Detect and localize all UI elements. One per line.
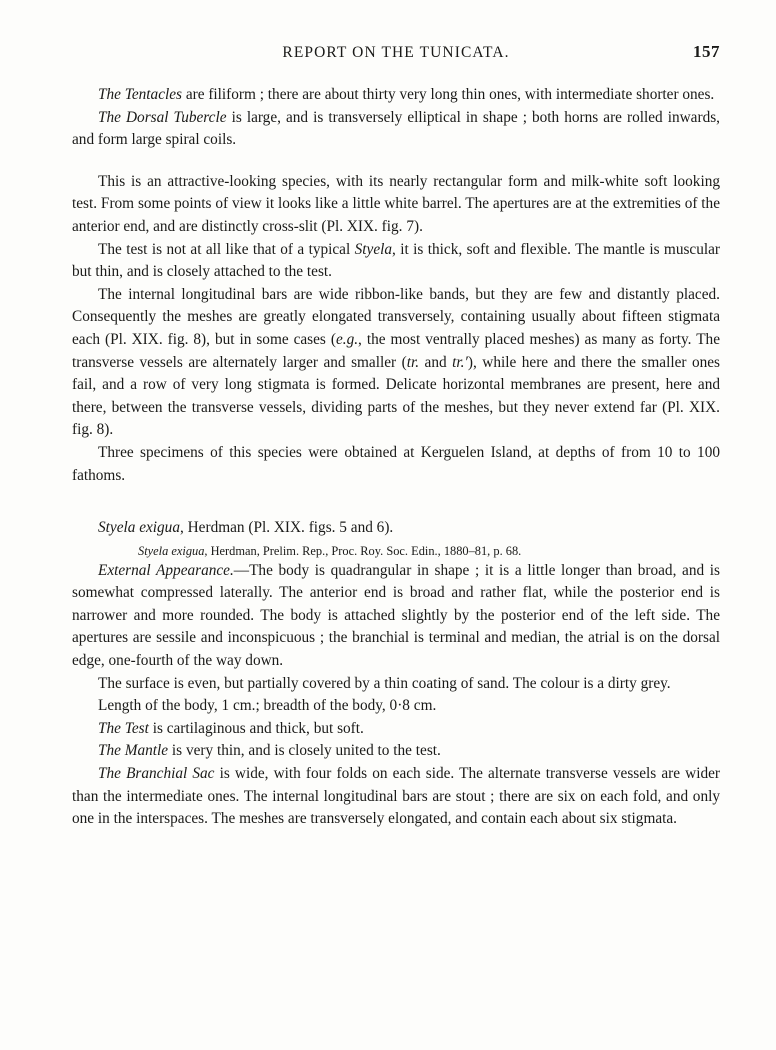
paragraph-tentacles (72, 84, 720, 107)
text-run: The Test (98, 719, 149, 737)
text-run: Three specimens of this species were obtained at Kerguelen Island, at depths of from 10 to 100 fathoms. (72, 443, 720, 484)
paragraph-group-one (72, 84, 720, 487)
text-run: External Appearance. (98, 561, 234, 579)
text-run: —The body is quadrangular in shape ; it is a little longer than broad, and is somewhat compressed laterally. The anterior end is broad and rather flat, while the posterior end is narrower and more rounded. The body is attached slightly by the posterior end of the left side. The apertures are sessile and inconspicuous ; the branchial is terminal and median, the atrial is on the dorsal edge, one-fourth of the way down. (72, 561, 720, 670)
species-heading-rest: , Herdman (Pl. XIX. figs. 5 and 6). (179, 519, 394, 537)
running-title: REPORT ON THE TUNICATA. (282, 44, 510, 61)
species-heading (72, 517, 720, 540)
text-run: The Mantle (98, 742, 169, 760)
paragraph-longitudinal-bars (72, 284, 720, 442)
body-text (72, 84, 720, 831)
text-run: , it is thick, soft and flexible. The mantle is muscular but thin, and is closely attached to the test. (72, 240, 721, 281)
species-reference (72, 543, 720, 560)
text-run: is very thin, and is closely united to the test. (168, 742, 441, 760)
species-reference-name: Styela exigua (138, 543, 205, 558)
paragraph-branchial-sac (72, 763, 720, 831)
species-reference-rest: , Herdman, Prelim. Rep., Proc. Roy. Soc. Edin., 1880–81, p. 68. (204, 543, 522, 558)
page-number: 157 (693, 42, 720, 61)
paragraph-specimens-kerguelen (72, 442, 720, 487)
page-header (72, 44, 720, 66)
paragraph-surface (72, 673, 720, 696)
text-run: ), while here and there the smaller ones fail, and a row of very long stigmata is formed. Delicate horizontal membranes are present, here and there, between the transverse vessels, dividing parts of the meshes, but they never extend far (Pl. XIX. fig. 8). (72, 353, 721, 439)
paragraph-test-description (72, 239, 720, 284)
paragraph-external-appearance (72, 560, 720, 673)
paragraph-dimensions (72, 695, 720, 718)
text-run: are filiform ; there are about thirty very long thin ones, with intermediate shorter ones. (182, 86, 715, 103)
text-run: The test is not at all like that of a typical (98, 240, 355, 258)
text-run: , the most ventrally placed meshes) as many as forty. The transverse vessels are alternately larger and smaller ( (72, 330, 720, 371)
text-run: The Dorsal Tubercle (98, 108, 227, 126)
text-run: Length of the body, 1 cm.; breadth of the body, 0·8 cm. (98, 697, 437, 715)
species-name: Styela exigua (98, 519, 180, 537)
text-run: The Tentacles (98, 86, 182, 103)
text-run: The Branchial Sac (98, 765, 215, 783)
text-run: The internal longitudinal bars are wide ribbon-like bands, but they are few and distantly placed. Consequently the meshes are greatly elongated transversely, containing usually about fifteen stigmata each (Pl. XIX. fig. 8), but in some cases ( (72, 285, 720, 348)
text-run: tr. (406, 353, 420, 371)
text-run: This is an attractive-looking species, with its nearly rectangular form and milk-white soft looking test. From some points of view it looks like a little white barrel. The apertures are at the extremities of the anterior end, and are distinctly cross-slit (Pl. XIX. fig. 7). (72, 172, 720, 235)
paragraph-group-two (72, 560, 720, 831)
text-run: is wide, with four folds on each side. The alternate transverse vessels are wider than the intermediate ones. The internal longitudinal bars are stout ; there are six on each fold, and only one in the interspaces. The meshes are transversely elongated, and contain each about six stigmata. (72, 765, 720, 828)
paragraph-attractive-species (72, 171, 720, 239)
paragraph-the-test (72, 718, 720, 741)
text-run: and (419, 353, 453, 371)
text-run: e.g. (335, 330, 359, 348)
text-run: is cartilaginous and thick, but soft. (148, 719, 364, 737)
text-run: The surface is even, but partially covered by a thin coating of sand. The colour is a dirty grey. (98, 674, 671, 692)
text-run: Styela (354, 240, 393, 258)
paragraph-dorsal-tubercle (72, 107, 720, 152)
paragraph-the-mantle (72, 740, 720, 763)
text-run: tr.′ (452, 353, 468, 371)
text-run: is large, and is transversely elliptical in shape ; both horns are rolled inwards, and form large spiral coils. (72, 108, 720, 149)
